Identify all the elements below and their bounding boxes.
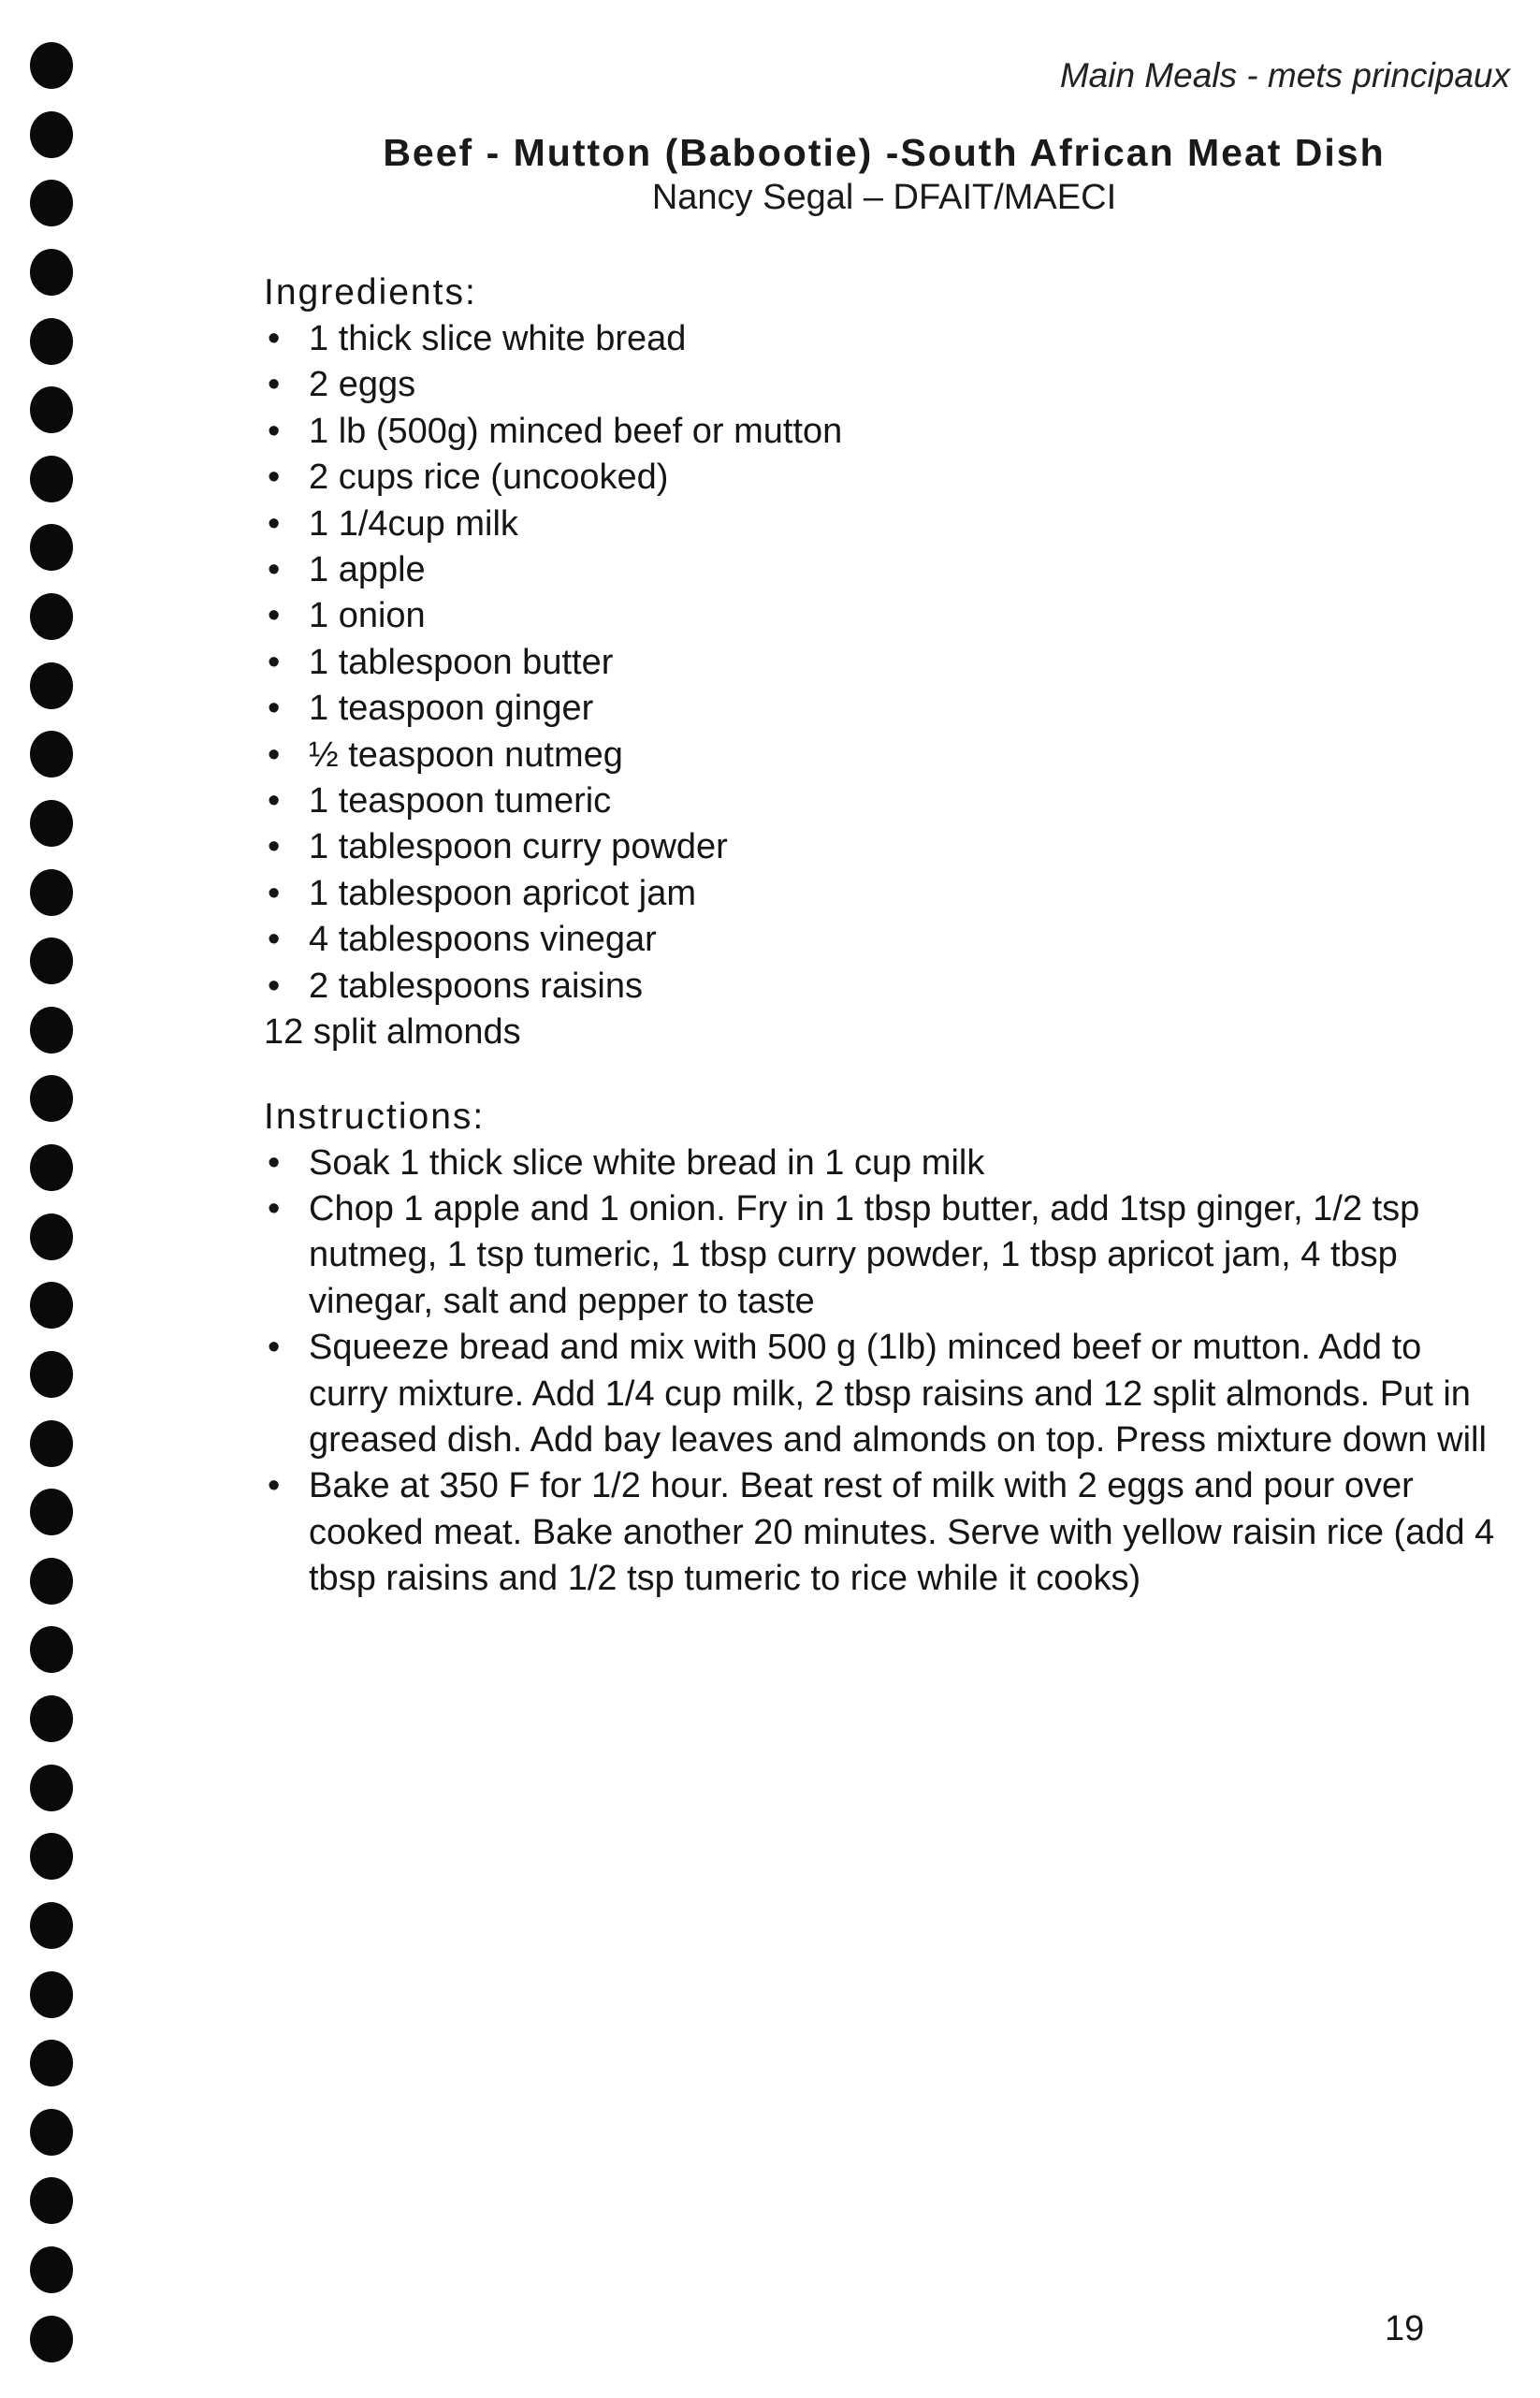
ingredient-item: • 2 cups rice (uncooked) (264, 455, 1508, 501)
binding-hole (30, 1007, 73, 1054)
binding-hole (30, 1075, 73, 1122)
recipe-title: Beef - Mutton (Babootie) -South African Meat Dish (383, 131, 1386, 174)
instructions-list (264, 1141, 1508, 1603)
instruction-step: • Bake at 350 F for 1/2 hour. Beat rest of milk with 2 eggs and pour over cooked meat. Bake another 20 minutes. Serve with yellow raisin rice (add 4 tbsp raisins and 1/2 tsp tumeric to rice while it cooks) (264, 1463, 1508, 1602)
binding-hole (30, 2109, 73, 2156)
binding-hole (30, 2316, 73, 2362)
ingredient-item: • 1 thick slice white bread (264, 316, 1508, 362)
binding-hole (30, 111, 73, 158)
instruction-step: • Soak 1 thick slice white bread in 1 cup milk (264, 1141, 1508, 1186)
ingredient-item: • 2 eggs (264, 362, 1508, 408)
binding-hole (30, 2246, 73, 2293)
binding-hole (30, 1144, 73, 1191)
binding-hole (30, 42, 73, 89)
binding-hole (30, 937, 73, 984)
binding-hole (30, 1833, 73, 1880)
ingredient-item: • 1 tablespoon apricot jam (264, 871, 1508, 917)
binding-hole (30, 593, 73, 640)
ingredients-list (264, 316, 1508, 1010)
binding-hole (30, 318, 73, 365)
binding-hole (30, 1351, 73, 1398)
binding-hole (30, 1489, 73, 1535)
binding-hole (30, 1282, 73, 1329)
recipe-content (264, 269, 1508, 1603)
page-number: 19 (1385, 2309, 1425, 2348)
binding-hole (30, 662, 73, 709)
binding-hole (30, 1558, 73, 1605)
binding-hole (30, 2177, 73, 2224)
ingredient-item: • 1 teaspoon tumeric (264, 778, 1508, 824)
ingredient-item: • 1 apple (264, 547, 1508, 593)
ingredients-heading: Ingredients: (264, 272, 477, 312)
ingredient-item: • 2 tablespoons raisins (264, 964, 1508, 1010)
binding-hole (30, 1695, 73, 1742)
ingredient-item: • 4 tablespoons vinegar (264, 917, 1508, 963)
instruction-step: • Chop 1 apple and 1 onion. Fry in 1 tbsp butter, add 1tsp ginger, 1/2 tsp nutmeg, 1 tsp tumeric, 1 tbsp curry powder, 1 tbsp apricot jam, 4 tbsp vinegar, salt and pepper to taste (264, 1186, 1508, 1325)
running-header: Main Meals - mets principaux (1059, 56, 1510, 94)
ingredient-item: • 1 lb (500g) minced beef or mutton (264, 409, 1508, 455)
binding-hole (30, 731, 73, 778)
instruction-step: • Squeeze bread and mix with 500 g (1lb) minced beef or mutton. Add to curry mixture. Add 1/4 cup milk, 2 tbsp raisins and 12 split almonds. Put in greased dish. Add bay leaves and almonds on top. Press mixture down will (264, 1325, 1508, 1463)
ingredient-item: • 1 teaspoon ginger (264, 686, 1508, 732)
binding-hole (30, 249, 73, 296)
binding-hole (30, 456, 73, 502)
binding-hole (30, 1420, 73, 1467)
recipe-title-block (356, 129, 1413, 219)
ingredient-item: • 1 tablespoon butter (264, 640, 1508, 686)
binding-hole (30, 1765, 73, 1811)
binding-hole (30, 524, 73, 571)
recipe-author: Nancy Segal – DFAIT/MAECI (651, 178, 1117, 217)
binding-hole (30, 1214, 73, 1260)
binding-hole (30, 800, 73, 847)
binding-hole (30, 1626, 73, 1673)
binding-hole (30, 386, 73, 433)
ingredient-item: • 1 1/4cup milk (264, 501, 1508, 547)
instructions-heading: Instructions: (264, 1096, 486, 1137)
binding-hole (30, 1971, 73, 2018)
ingredient-item: • ½ teaspoon nutmeg (264, 733, 1508, 778)
ingredient-item: • 1 tablespoon curry powder (264, 824, 1508, 870)
binding-hole (30, 180, 73, 226)
spiral-binding (23, 42, 80, 2362)
ingredient-trailing: 12 split almonds (264, 1012, 521, 1053)
binding-hole (30, 1902, 73, 1949)
binding-hole (30, 869, 73, 916)
binding-hole (30, 2040, 73, 2086)
ingredient-item: • 1 onion (264, 593, 1508, 639)
